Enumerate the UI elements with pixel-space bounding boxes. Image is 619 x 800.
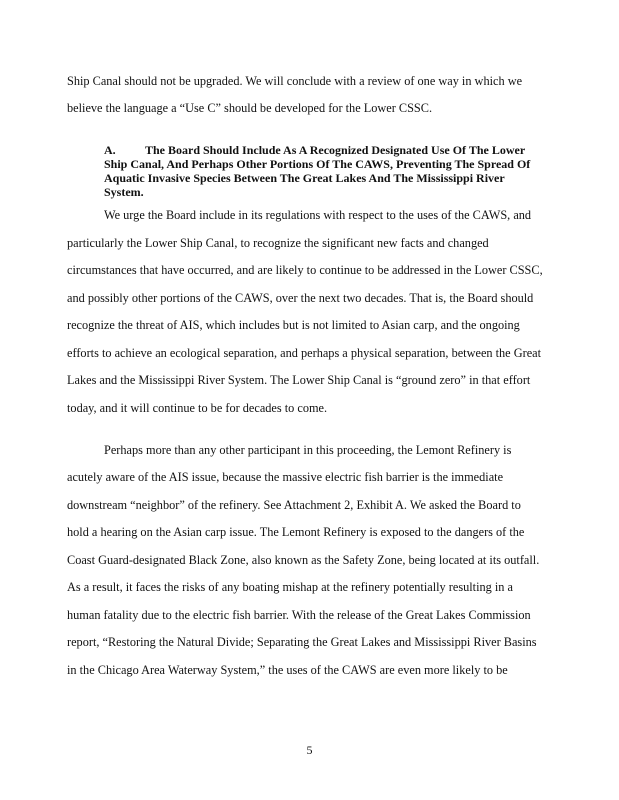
paragraph2-line-8: report, “Restoring the Natural Divide; Separating the Great Lakes and Mississippi River Basins (67, 635, 537, 649)
paragraph1-line-7: Lakes and the Mississippi River System. The Lower Ship Canal is “ground zero” in that effort (67, 373, 531, 387)
paragraph1-line-6: efforts to achieve an ecological separation, and perhaps a physical separation, between the Great (67, 346, 542, 360)
paragraph2-line-9: in the Chicago Area Waterway System,” the uses of the CAWS are even more likely to be (67, 663, 508, 677)
section-heading-line-2: Ship Canal, And Perhaps Other Portions Of The CAWS, Preventing The Spread Of (104, 157, 531, 171)
paragraph1-line-2: particularly the Lower Ship Canal, to recognize the significant new facts and changed (67, 236, 489, 250)
paragraph1-line-4: and possibly other portions of the CAWS, over the next two decades. That is, the Board should (67, 291, 534, 305)
paragraph2-line-7: human fatality due to the electric fish barrier. With the release of the Great Lakes Commission (67, 608, 531, 622)
page-number: 5 (306, 743, 313, 757)
section-heading-line-4: System. (104, 185, 144, 199)
paragraph2-line-3: downstream “neighbor” of the refinery. See Attachment 2, Exhibit A. We asked the Board to (67, 498, 521, 512)
paragraph2-line-6: As a result, it faces the risks of any boating mishap at the refinery potentially resulting in a (67, 580, 513, 594)
paragraph1-line-8: today, and it will continue to be for decades to come. (67, 401, 328, 415)
paragraph2-line-4: hold a hearing on the Asian carp issue. The Lemont Refinery is exposed to the dangers of the (67, 525, 525, 539)
paragraph1-line-5: recognize the threat of AIS, which includes but is not limited to Asian carp, and the ongoing (67, 318, 520, 332)
paragraph1-line-3: circumstances that have occurred, and are likely to continue to be addressed in the Lower CSSC, (67, 263, 543, 277)
section-heading-line-1: The Board Should Include As A Recognized Designated Use Of The Lower (145, 143, 526, 157)
intro-line-2: believe the language a “Use C” should be developed for the Lower CSSC. (67, 101, 433, 115)
section-number: A. (104, 143, 116, 157)
paragraph2-line-5: Coast Guard-designated Black Zone, also known as the Safety Zone, being located at its outfall. (67, 553, 540, 567)
paragraph1-line-1: We urge the Board include in its regulations with respect to the uses of the CAWS, and (104, 208, 532, 222)
paragraph2-line-2: acutely aware of the AIS issue, because the massive electric fish barrier is the immediate (67, 470, 504, 484)
intro-line-1: Ship Canal should not be upgraded. We will conclude with a review of one way in which we (67, 74, 523, 88)
paragraph2-line-1: Perhaps more than any other participant in this proceeding, the Lemont Refinery is (104, 443, 512, 457)
section-heading-line-3: Aquatic Invasive Species Between The Great Lakes And The Mississippi River (104, 171, 505, 185)
